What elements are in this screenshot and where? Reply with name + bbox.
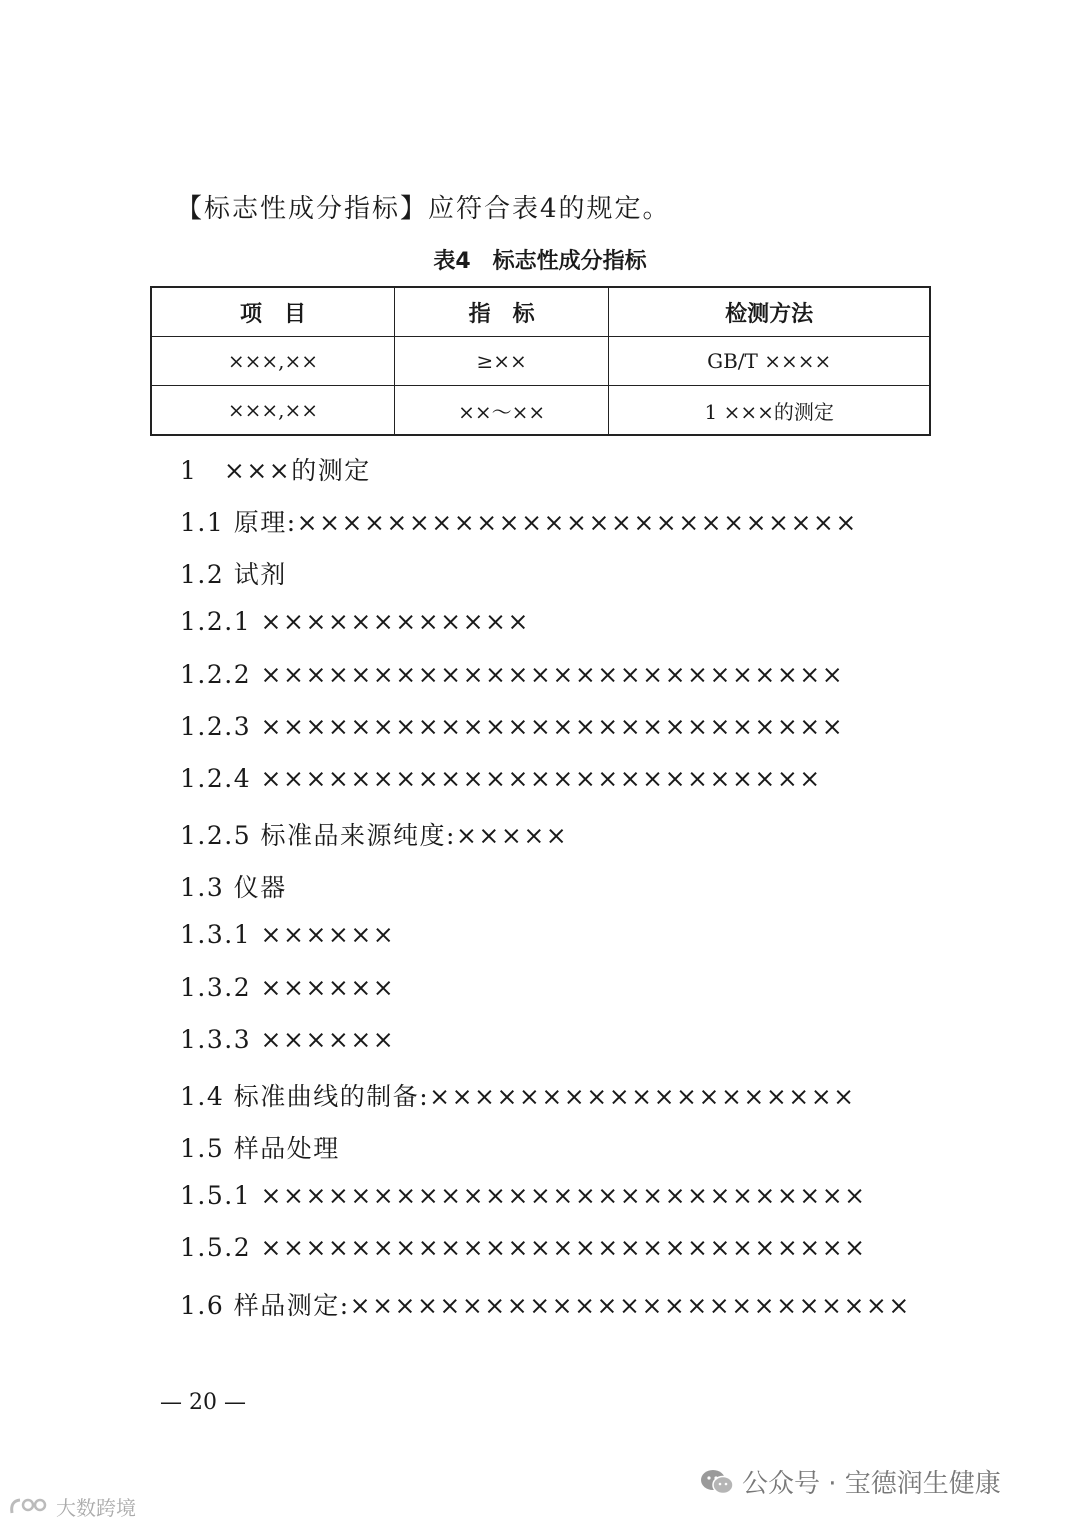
section-line: 1.3 仪器 — [180, 873, 287, 902]
watermark-text: 公众号 · 宝德润生健康 — [742, 1469, 1001, 1499]
wechat-icon — [700, 1469, 734, 1495]
section-line: 1.2 试剂 — [180, 560, 287, 589]
corner-watermark — [8, 1492, 136, 1521]
section-line: 1.5.1 ××××××××××××××××××××××××××× — [180, 1181, 867, 1210]
section-line: 1.3.2 ×××××× — [180, 973, 396, 1002]
table-cell: ×××,×× — [151, 386, 394, 436]
section-line: 1.3.1 ×××××× — [180, 920, 396, 949]
section-line: 1.1 原理:××××××××××××××××××××××××× — [180, 508, 858, 537]
watermark — [700, 1463, 1001, 1500]
section-line: 1.2.2 ×××××××××××××××××××××××××× — [180, 660, 845, 689]
header-indicator: 指 标 — [394, 287, 608, 337]
section-line: 1.2.4 ××××××××××××××××××××××××× — [180, 764, 822, 793]
section-line: 1.5.2 ××××××××××××××××××××××××××× — [180, 1233, 867, 1262]
section-line: 1.5 样品处理 — [180, 1134, 340, 1163]
table-cell: ≥×× — [394, 337, 608, 386]
intro-paragraph: 【标志性成分指标】应符合表4的规定。 — [176, 194, 671, 224]
table-row — [151, 337, 930, 386]
table-cell: 1 ×××的测定 — [609, 386, 930, 436]
section-line: 1.6 样品测定:××××××××××××××××××××××××× — [180, 1291, 911, 1320]
page-number: — 20 — — [160, 1390, 246, 1415]
section-heading: 1 ×××的测定 — [180, 456, 371, 485]
section-line: 1.3.3 ×××××× — [180, 1025, 396, 1054]
section-line: 1.2.3 ×××××××××××××××××××××××××× — [180, 712, 845, 741]
table-cell: ×××,×× — [151, 337, 394, 386]
header-method: 检测方法 — [609, 287, 930, 337]
header-item: 项 目 — [151, 287, 394, 337]
indicator-table — [150, 286, 931, 436]
section-line: 1.4 标准曲线的制备:××××××××××××××××××× — [180, 1082, 856, 1111]
table-row — [151, 386, 930, 436]
section-line: 1.2.5 标准品来源纯度:××××× — [180, 821, 569, 850]
section-line: 1.2.1 ×××××××××××× — [180, 607, 530, 636]
table-header-row — [151, 287, 930, 337]
logo-icon — [8, 1495, 52, 1519]
table-caption: 表4 标志性成分指标 — [433, 249, 647, 274]
corner-watermark-text: 大数跨境 — [56, 1496, 136, 1520]
table-cell: GB/T ×××× — [609, 337, 930, 386]
table-cell: ××～×× — [394, 386, 608, 436]
